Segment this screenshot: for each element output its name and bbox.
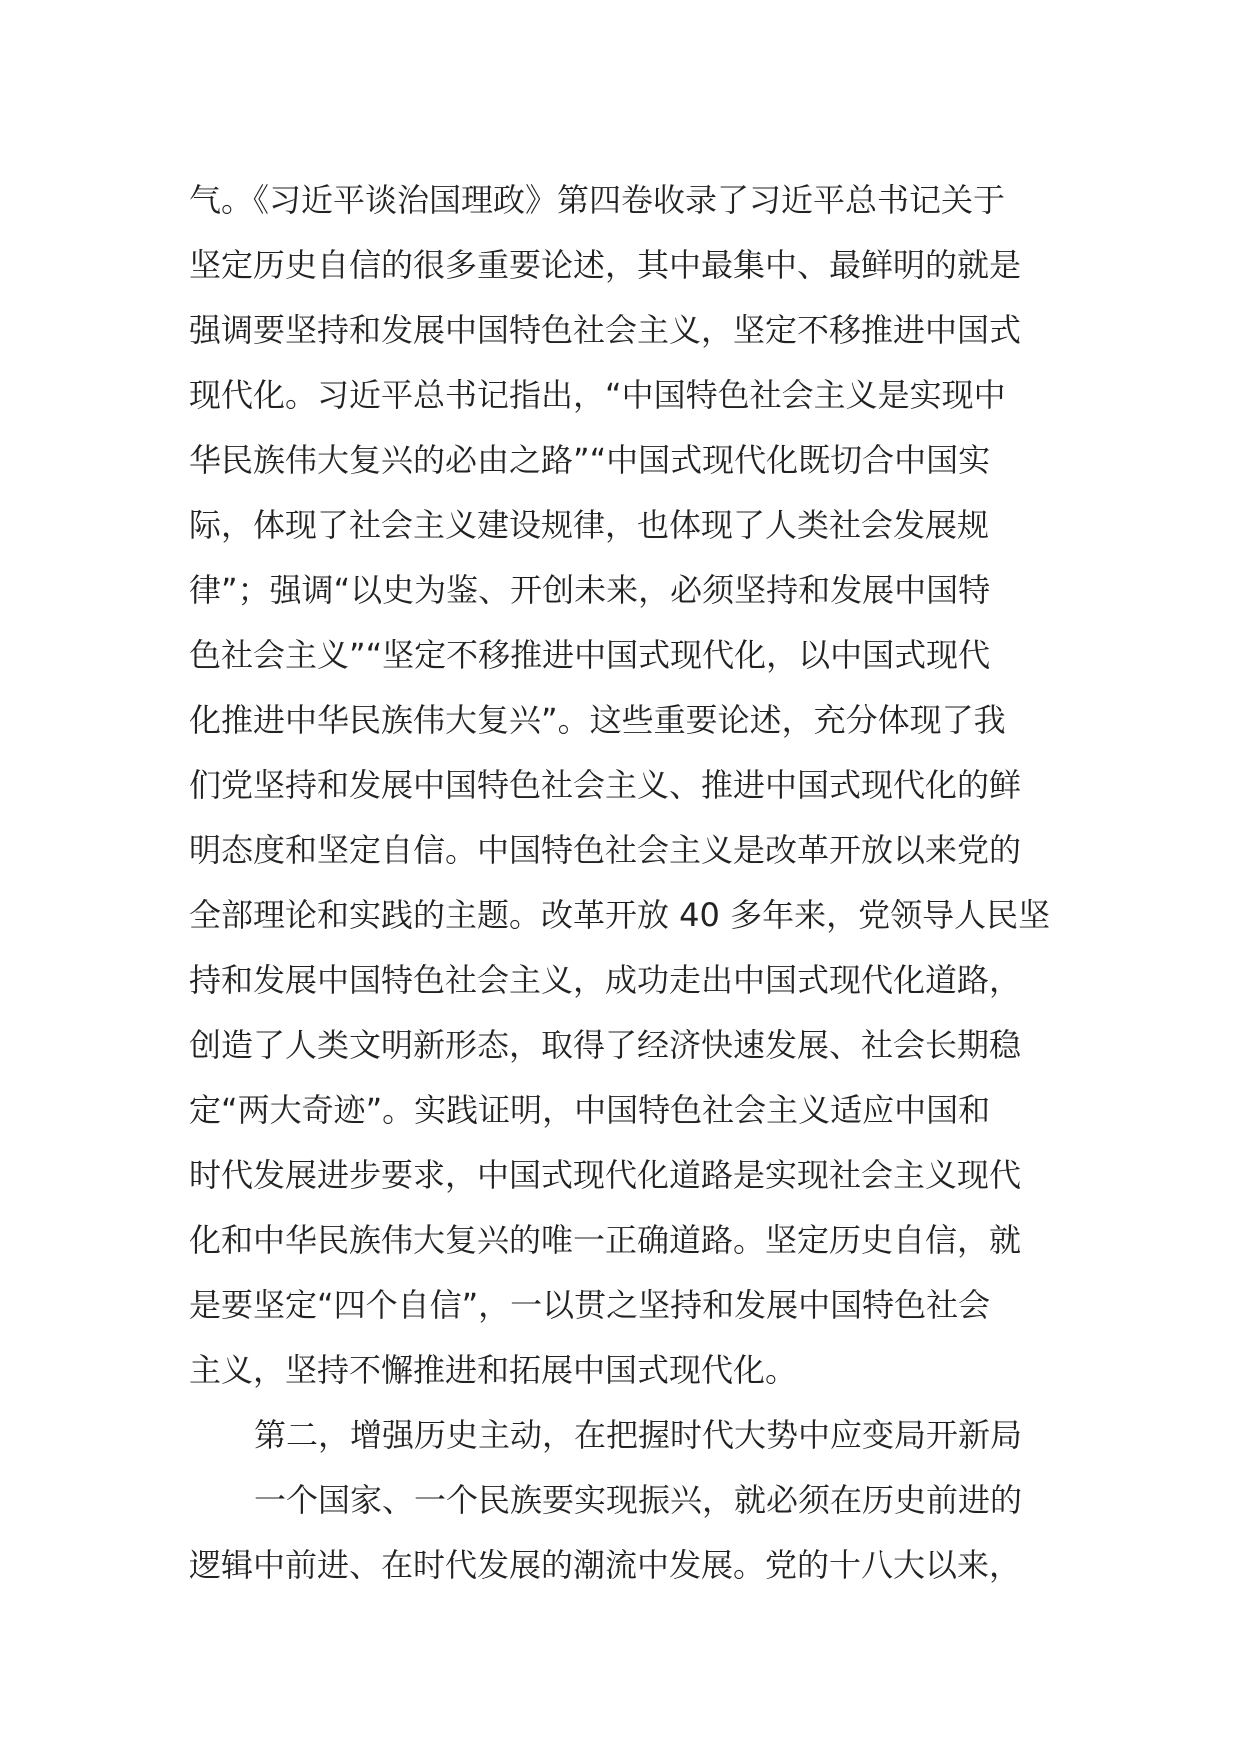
text-line: 强调要坚持和发展中国特色社会主义，坚定不移推进中国式: [189, 311, 1022, 349]
text-line: 时代发展进步要求，中国式现代化道路是实现社会主义现代: [189, 1156, 1022, 1194]
text-line: 坚定历史自信的很多重要论述，其中最集中、最鲜明的就是: [189, 246, 1022, 284]
body-text: [189, 168, 1069, 1598]
text-line: 逻辑中前进、在时代发展的潮流中发展。党的十八大以来，: [189, 1546, 1022, 1584]
text-line: 色社会主义”“坚定不移推进中国式现代化，以中国式现代: [189, 636, 991, 674]
text-line: 主义，坚持不懈推进和拓展中国式现代化。: [189, 1351, 798, 1389]
text-line: 现代化。习近平总书记指出，“中国特色社会主义是实现中: [189, 376, 1006, 414]
section-heading: 第二，增强历史主动，在把握时代大势中应变局开新局: [254, 1416, 1023, 1454]
text-line: 定“两大奇迹”。实践证明，中国特色社会主义适应中国和: [189, 1091, 991, 1129]
text-line: 创造了人类文明新形态，取得了经济快速发展、社会长期稳: [189, 1026, 1022, 1064]
text-line: 律”；强调“以史为鉴、开创未来，必须坚持和发展中国特: [189, 571, 991, 609]
text-line: 全部理论和实践的主题。改革开放 40 多年来，党领导人民坚: [189, 896, 1051, 934]
paragraph-first-line: 一个国家、一个民族要实现振兴，就必须在历史前进的: [254, 1481, 1023, 1519]
text-line: 际，体现了社会主义建设规律，也体现了人类社会发展规: [189, 506, 990, 544]
text-line: 们党坚持和发展中国特色社会主义、推进中国式现代化的鲜: [189, 766, 1022, 804]
text-line: 华民族伟大复兴的必由之路”“中国式现代化既切合中国实: [189, 441, 991, 479]
text-line: 明态度和坚定自信。中国特色社会主义是改革开放以来党的: [189, 831, 1022, 869]
text-line: 气。《习近平谈治国理政》第四卷收录了习近平总书记关于: [189, 181, 1006, 219]
text-line: 化推进中华民族伟大复兴”。这些重要论述，充分体现了我: [189, 701, 1006, 739]
text-line: 是要坚定“四个自信”，一以贯之坚持和发展中国特色社会: [189, 1286, 991, 1324]
text-line: 持和发展中国特色社会主义，成功走出中国式现代化道路，: [189, 961, 1022, 999]
text-line: 化和中华民族伟大复兴的唯一正确道路。坚定历史自信，就: [189, 1221, 1022, 1259]
